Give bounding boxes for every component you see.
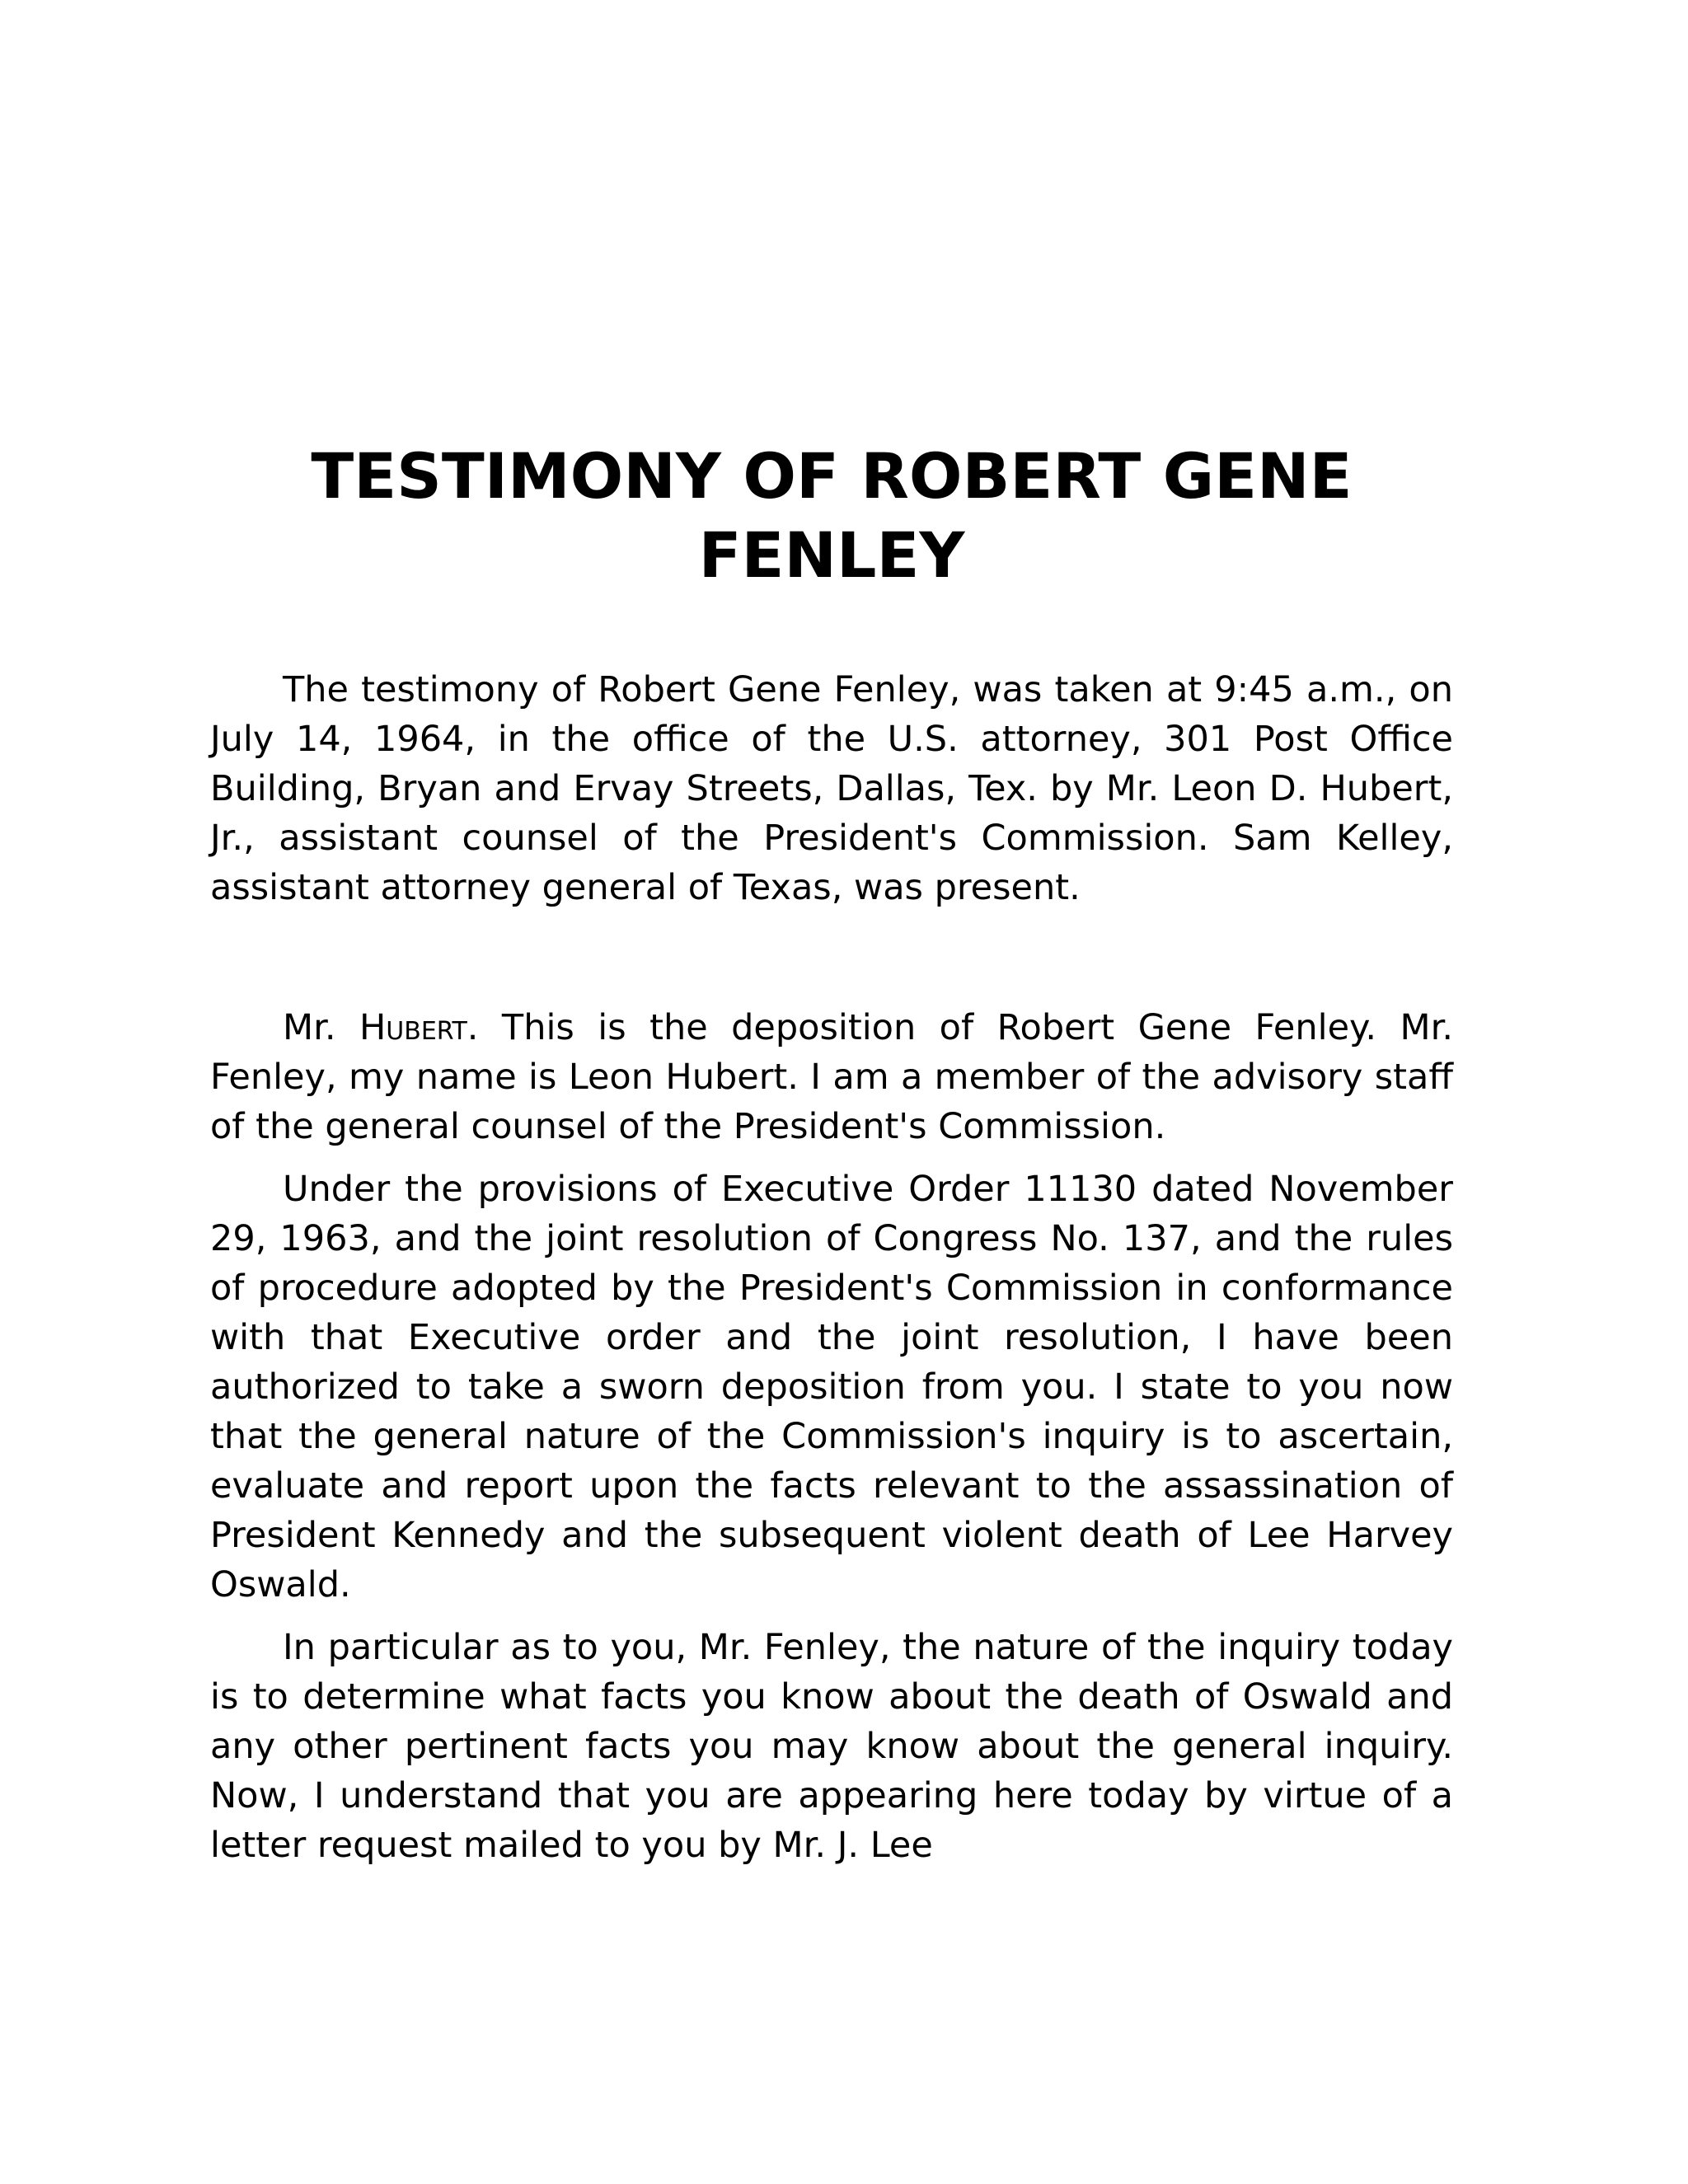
- intro-paragraph: The testimony of Robert Gene Fenley, was taken at 9:45 a.m., on July 14, 1964, in the office of the U.S. attorney, 301 Post Office Building, Bryan and Ervay Streets, Dallas, Tex. by Mr. Leon D. Hubert, Jr., assistant counsel of the President's Commission. Sam Kelley, assistant attorney general of Texas, was present.: [210, 669, 1453, 908]
- document-body: [210, 437, 1453, 1870]
- speaker-prefix: Mr.: [283, 1007, 359, 1048]
- paragraph-2: Under the provisions of Executive Order 11130 dated November 29, 1963, and the joint resolution of Congress No. 137, and the rules of procedure adopted by the President's Commission in conformance with that Executive order and the joint resolution, I have been authorized to take a sworn deposition from you. I state to you now that the general nature of the Commission's inquiry is to ascertain, evaluate and report upon the facts relevant to the assassination of President Kennedy and the subsequent violent death of Lee Harvey Oswald.: [210, 1169, 1453, 1605]
- paragraph-1-text: . This is the deposition of Robert Gene Fenley. Mr. Fenley, my name is Leon Hubert. I am a member of the advisory staff of the general counsel of the President's Commission.: [210, 1007, 1453, 1147]
- paragraph-3: In particular as to you, Mr. Fenley, the nature of the inquiry today is to determine what facts you know about the death of Oswald and any other pertinent facts you may know about the general inquiry. Now, I understand that you are appearing here today by virtue of a letter request mailed to you by Mr. J. Lee: [210, 1627, 1453, 1866]
- paragraph-1: [210, 1003, 1453, 1151]
- document-title: TESTIMONY OF ROBERT GENE FENLEY: [311, 439, 1353, 592]
- speaker-name: Hubert: [359, 1007, 467, 1048]
